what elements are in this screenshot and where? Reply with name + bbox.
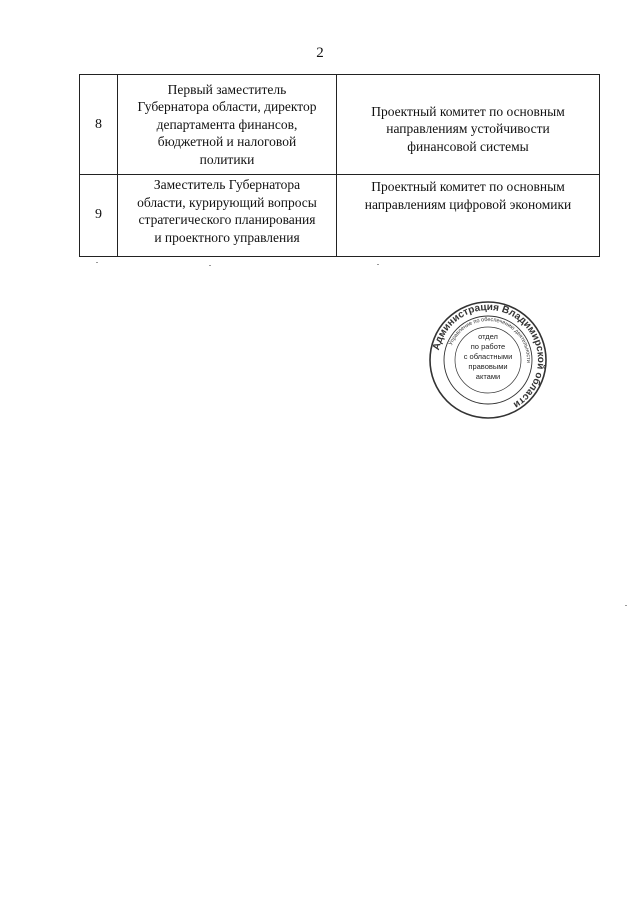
position-line: политики [199, 151, 255, 167]
committee-line: направлениям цифровой экономики [364, 196, 572, 212]
stamp-center-text [448, 332, 528, 382]
committee-line: Проектный комитет по основным [371, 179, 565, 194]
position-cell [118, 75, 337, 175]
scan-speck [377, 264, 379, 265]
position-cell [118, 175, 337, 257]
position-line: Губернатора области, директор [137, 99, 317, 115]
svg-text:Управление по обеспечению деят: Управление по обеспечению деятельности [448, 316, 532, 363]
scan-speck [625, 605, 627, 606]
committee-cell [337, 175, 600, 257]
stamp-line: по работе [470, 342, 506, 351]
stamp-line: отдел [478, 332, 498, 341]
committee-line: финансовой системы [407, 138, 529, 154]
committee-line: Проектный комитет по основным [371, 103, 565, 119]
scan-speck [96, 262, 98, 263]
scan-speck [209, 265, 211, 266]
page-number: 2 [316, 45, 324, 61]
committee-cell [337, 75, 600, 175]
table-row [80, 175, 600, 257]
stamp-line: актами [475, 372, 501, 381]
position-line: Первый заместитель [167, 81, 287, 97]
official-stamp [428, 300, 548, 420]
position-line: и проектного управления [154, 229, 300, 245]
position-line: стратегического планирования [138, 212, 316, 227]
committee-line: направлениям устойчивости [386, 121, 550, 137]
position-line: департамента финансов, [156, 116, 298, 132]
row-number: 9 [80, 175, 118, 257]
position-line: Заместитель Губернатора [153, 177, 301, 192]
committee-table [79, 74, 600, 257]
svg-text:Администрация Владимирской обл: Администрация Владимирской области [431, 301, 547, 411]
position-line: области, курирующий вопросы [137, 194, 317, 210]
stamp-line: правовыми [468, 362, 508, 371]
stamp-line: с областными [463, 352, 513, 361]
table-row [80, 75, 600, 175]
position-line: бюджетной и налоговой [157, 134, 297, 150]
row-number: 8 [80, 75, 118, 175]
